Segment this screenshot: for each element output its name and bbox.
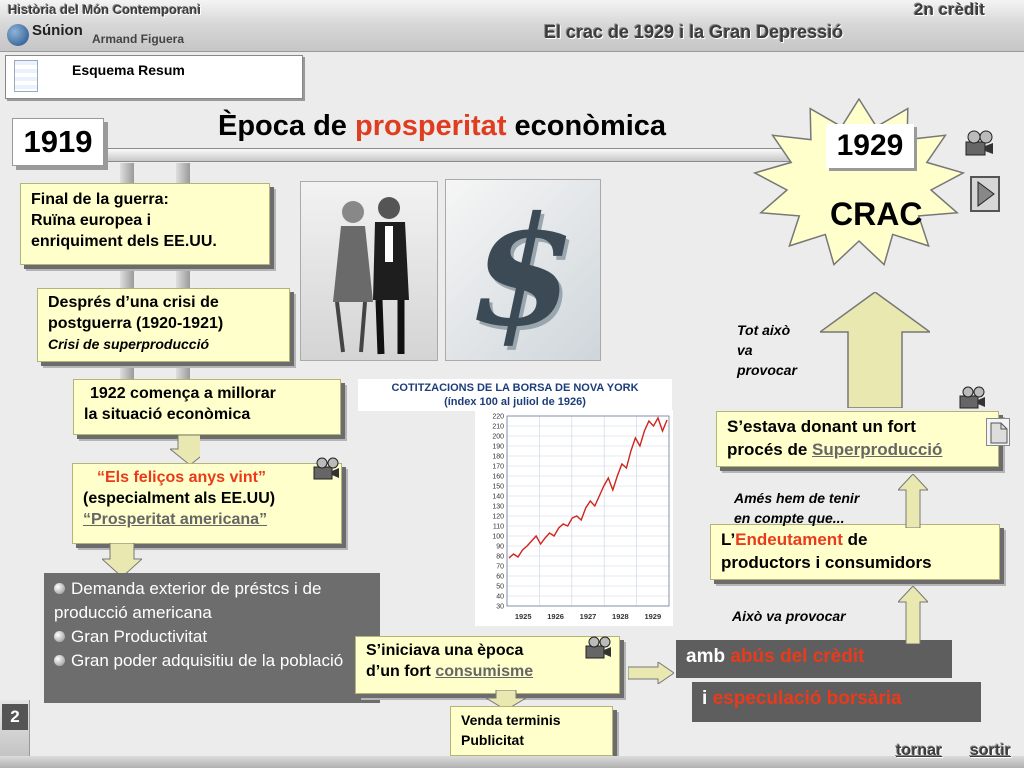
bullet-icon xyxy=(54,583,65,594)
start-year: 1919 xyxy=(12,118,104,166)
page-number: 2 xyxy=(2,704,28,730)
note-all-this-caused: Tot això va provocar xyxy=(737,322,797,378)
box-consumerism xyxy=(355,636,620,694)
film-projector-icon-1[interactable] xyxy=(312,457,340,483)
factor-item-1: Demanda exterior de préstcs i de producció americana xyxy=(54,579,322,622)
arrow-up-1 xyxy=(898,586,928,644)
crash-label: CRAC xyxy=(830,196,923,232)
b8-line1: S’estava donant un fort xyxy=(727,417,916,436)
x-tick-label: 1925 xyxy=(514,612,532,621)
y-tick-label: 80 xyxy=(496,553,504,561)
note-this-caused: Això va provocar xyxy=(732,608,846,624)
y-tick-label: 210 xyxy=(492,423,504,431)
factors-box xyxy=(44,573,380,703)
chart-title-area xyxy=(358,379,672,411)
y-tick-label: 160 xyxy=(492,473,504,481)
x-tick-label: 1926 xyxy=(547,612,564,621)
timeline-heading: Època de prosperitat econòmica xyxy=(218,110,667,142)
b5-line2: d’un fort xyxy=(366,663,436,680)
b5-line1: S’iniciava una època xyxy=(366,642,524,659)
b8-link-overproduction[interactable]: Superproducció xyxy=(812,440,943,459)
y-tick-label: 110 xyxy=(492,523,504,531)
y-tick-label: 70 xyxy=(496,563,504,571)
b6-line2: Publicitat xyxy=(461,732,525,748)
box-indebtedness: L’Endeutament de productors i consumidors xyxy=(710,524,1000,580)
stock-chart xyxy=(475,410,673,626)
b4-line1: “Els feliços anys vint” xyxy=(97,469,266,486)
b3-line1: 1922 comença a millorar xyxy=(90,385,276,402)
logo-text: Súnion xyxy=(32,22,83,39)
y-tick-label: 220 xyxy=(492,413,504,421)
indebtedness-highlight: Endeutament xyxy=(735,530,843,549)
timeline-bar xyxy=(100,148,820,162)
y-tick-label: 40 xyxy=(496,593,504,601)
end-year: 1929 xyxy=(826,124,914,168)
box-instalments-advertising xyxy=(450,706,613,756)
b1-line1: Final de la guerra: xyxy=(31,191,169,208)
speculation-highlight: especulació borsària xyxy=(712,688,902,709)
box-1922-recovery xyxy=(73,379,341,435)
y-tick-label: 190 xyxy=(492,443,504,451)
factor-item-3: Gran poder adquisitiu de la població xyxy=(54,649,370,673)
y-tick-label: 50 xyxy=(496,583,504,591)
b3-line2: la situació econòmica xyxy=(84,406,251,423)
author-name: Armand Figuera xyxy=(92,32,185,46)
film-projector-icon-3[interactable] xyxy=(958,386,986,412)
b1-line3: enriquiment dels EE.UU. xyxy=(31,233,217,250)
couple-figures xyxy=(301,182,439,362)
b5-link-consumism[interactable]: consumisme xyxy=(435,663,534,680)
y-tick-label: 150 xyxy=(492,483,504,491)
arrow-down-2 xyxy=(102,543,142,577)
speculation-box: i especulació borsària xyxy=(692,682,981,722)
film-projector-icon-2[interactable] xyxy=(584,636,612,662)
presentation-title: El crac de 1929 i la Gran Depressió xyxy=(544,22,844,42)
sunion-globe-icon xyxy=(7,24,29,46)
arrow-up-2 xyxy=(898,474,928,528)
b2-line1: Després d’una crisi de xyxy=(48,294,219,311)
box-overproduction: S’estava donant un fort procés de Superproducció xyxy=(716,411,999,467)
back-link[interactable]: tornar xyxy=(896,742,943,759)
dollar-photo xyxy=(445,179,601,361)
y-tick-label: 90 xyxy=(496,543,504,551)
exit-link[interactable]: sortir xyxy=(970,742,1011,759)
x-tick-label: 1929 xyxy=(644,612,662,621)
credit-abuse-highlight: abús del crèdit xyxy=(730,646,865,667)
play-button[interactable] xyxy=(970,176,1000,212)
chart-title: COTITZACIONS DE LA BORSA DE NOVA YORK xyxy=(391,382,639,394)
b2-line2: postguerra (1920-1921) xyxy=(48,315,224,332)
b4-link-prosperity[interactable]: “Prosperitat americana” xyxy=(83,511,268,528)
credit-label: 2n crèdit xyxy=(914,0,985,19)
document-icon[interactable] xyxy=(986,418,1010,446)
note-also-consider: Amés hem de tenir en compte que... xyxy=(734,490,860,526)
b6-line1: Venda terminis xyxy=(461,712,561,728)
box-postwar-crisis xyxy=(37,288,290,362)
big-arrow-up xyxy=(820,292,930,408)
bullet-icon xyxy=(54,631,65,642)
b2-line3: Crisi de superproducció xyxy=(48,336,210,352)
y-tick-label: 130 xyxy=(492,503,504,511)
y-tick-label: 140 xyxy=(492,493,504,501)
couple-photo xyxy=(300,181,438,361)
play-icon xyxy=(972,178,998,210)
x-tick-label: 1928 xyxy=(612,612,629,621)
footer-bar xyxy=(0,756,1024,768)
y-tick-label: 170 xyxy=(492,463,504,471)
section-label: Esquema Resum xyxy=(72,62,185,78)
section-label-card xyxy=(5,55,303,99)
b7-line2: productors i consumidors xyxy=(721,553,932,572)
bullet-icon xyxy=(54,655,65,666)
y-tick-label: 30 xyxy=(496,603,504,611)
credit-abuse-box: amb abús del crèdit xyxy=(676,640,952,678)
notepad-icon xyxy=(14,60,38,92)
y-tick-label: 60 xyxy=(496,573,504,581)
b4-line2: (especialment als EE.UU) xyxy=(83,490,276,507)
x-tick-label: 1927 xyxy=(579,612,597,621)
factor-item-2: Gran Productivitat xyxy=(54,625,370,649)
y-tick-label: 120 xyxy=(492,513,504,521)
y-tick-label: 200 xyxy=(492,433,504,441)
dollar-sign-icon: $ xyxy=(453,184,596,360)
y-tick-label: 100 xyxy=(492,533,504,541)
b1-line2: Ruïna europea i xyxy=(31,212,152,229)
film-projector-icon-4[interactable] xyxy=(964,130,994,160)
arrow-right-consumism xyxy=(628,662,674,684)
course-title: Història del Món Contemporani xyxy=(8,2,201,17)
box-end-of-war xyxy=(20,183,270,265)
chart-subtitle: (índex 100 al juliol de 1926) xyxy=(444,396,586,408)
box-roaring-twenties xyxy=(72,463,342,544)
y-tick-label: 180 xyxy=(492,453,504,461)
chart-background xyxy=(475,410,673,626)
